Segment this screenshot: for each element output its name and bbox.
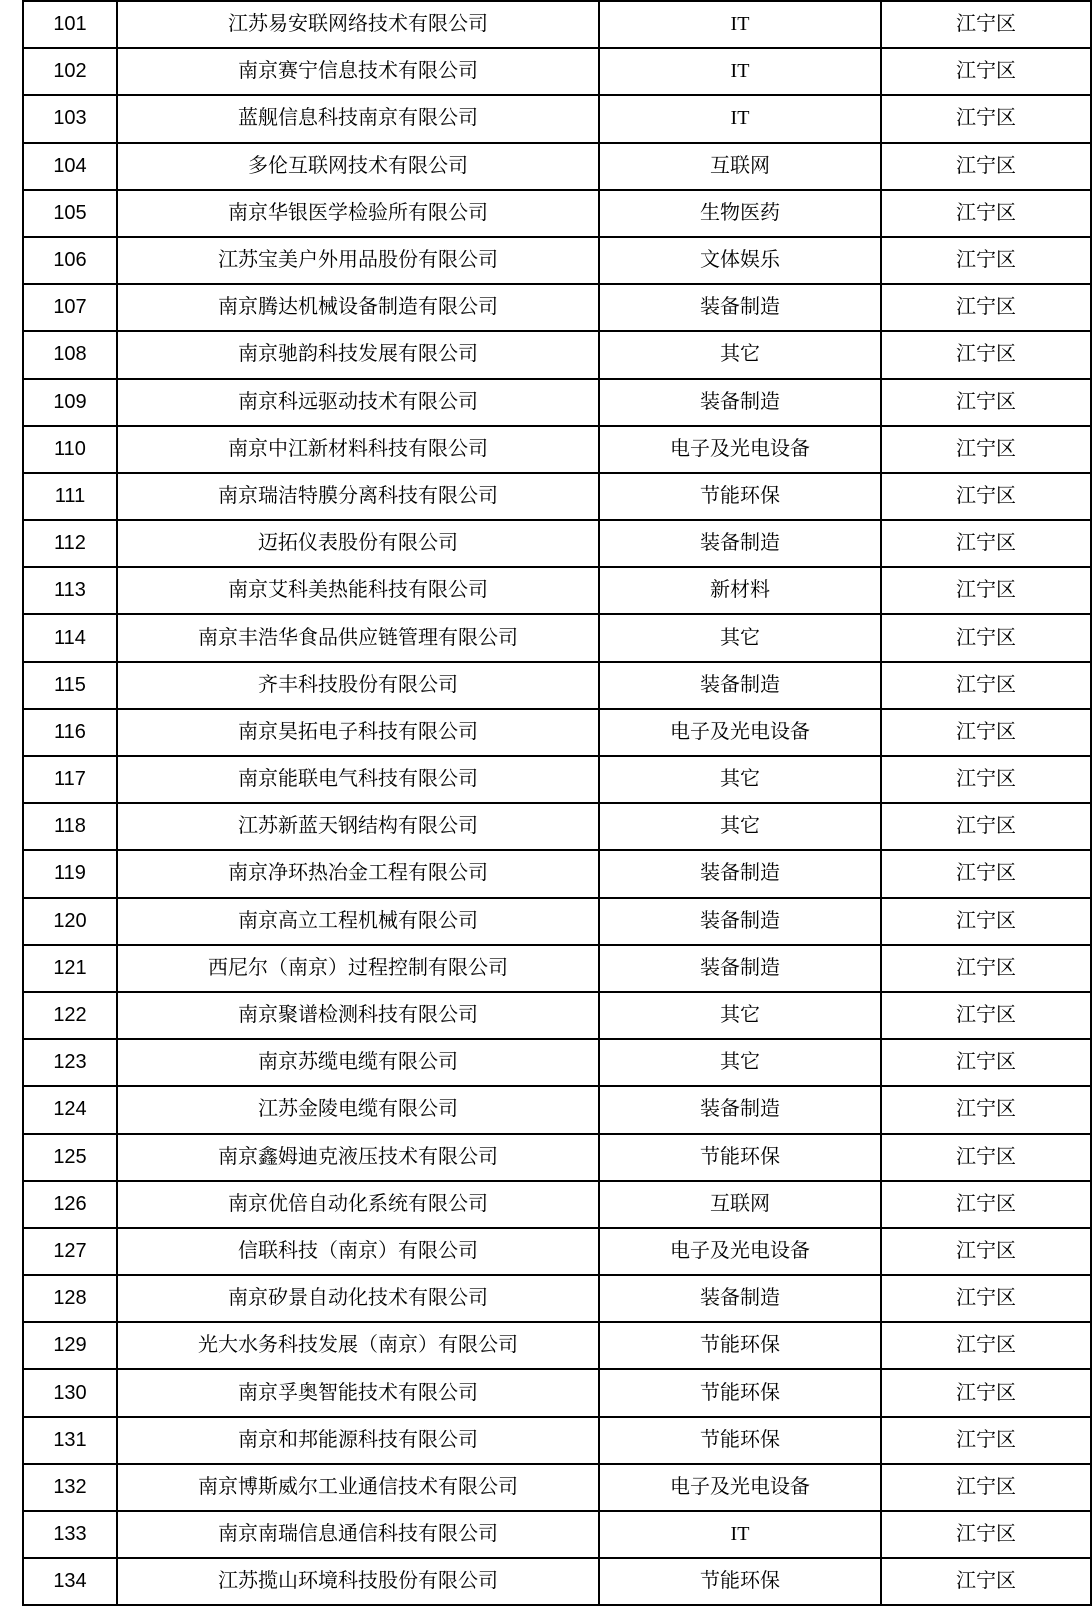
cell-company-name: 迈拓仪表股份有限公司: [117, 520, 599, 567]
cell-district: 江宁区: [881, 850, 1091, 897]
cell-company-name: 南京瑞洁特膜分离科技有限公司: [117, 473, 599, 520]
table-row: [23, 756, 1091, 803]
cell-index: 113: [23, 567, 117, 614]
cell-district: 江宁区: [881, 1086, 1091, 1133]
cell-industry: 其它: [599, 756, 881, 803]
cell-industry: 其它: [599, 331, 881, 378]
cell-company-name: 南京能联电气科技有限公司: [117, 756, 599, 803]
cell-index: 127: [23, 1228, 117, 1275]
cell-industry: 装备制造: [599, 662, 881, 709]
cell-industry: 节能环保: [599, 1558, 881, 1605]
cell-industry: 装备制造: [599, 1086, 881, 1133]
cell-district: 江宁区: [881, 237, 1091, 284]
cell-company-name: 西尼尔（南京）过程控制有限公司: [117, 945, 599, 992]
table-row: [23, 1417, 1091, 1464]
cell-index: 125: [23, 1134, 117, 1181]
cell-company-name: 南京矽景自动化技术有限公司: [117, 1275, 599, 1322]
cell-industry: 生物医药: [599, 190, 881, 237]
cell-industry: 电子及光电设备: [599, 426, 881, 473]
table-row: [23, 284, 1091, 331]
cell-industry: 节能环保: [599, 1417, 881, 1464]
cell-index: 133: [23, 1511, 117, 1558]
cell-index: 122: [23, 992, 117, 1039]
cell-company-name: 南京聚谱检测科技有限公司: [117, 992, 599, 1039]
table-row: [23, 1511, 1091, 1558]
cell-industry: IT: [599, 1511, 881, 1558]
cell-industry: 新材料: [599, 567, 881, 614]
cell-index: 128: [23, 1275, 117, 1322]
table-row: [23, 520, 1091, 567]
table-row: [23, 473, 1091, 520]
cell-district: 江宁区: [881, 473, 1091, 520]
cell-company-name: 南京高立工程机械有限公司: [117, 898, 599, 945]
table-row: [23, 331, 1091, 378]
cell-company-name: 齐丰科技股份有限公司: [117, 662, 599, 709]
table-row: [23, 95, 1091, 142]
cell-district: 江宁区: [881, 1181, 1091, 1228]
table-row: [23, 1228, 1091, 1275]
cell-company-name: 南京艾科美热能科技有限公司: [117, 567, 599, 614]
cell-company-name: 南京优倍自动化系统有限公司: [117, 1181, 599, 1228]
cell-industry: IT: [599, 48, 881, 95]
cell-company-name: 南京丰浩华食品供应链管理有限公司: [117, 614, 599, 661]
cell-index: 111: [23, 473, 117, 520]
cell-industry: 节能环保: [599, 1322, 881, 1369]
table-row: [23, 1558, 1091, 1605]
cell-district: 江宁区: [881, 709, 1091, 756]
table-row: [23, 709, 1091, 756]
cell-district: 江宁区: [881, 945, 1091, 992]
cell-industry: 装备制造: [599, 1275, 881, 1322]
cell-index: 108: [23, 331, 117, 378]
cell-company-name: 江苏新蓝天钢结构有限公司: [117, 803, 599, 850]
table-row: [23, 614, 1091, 661]
cell-district: 江宁区: [881, 379, 1091, 426]
cell-company-name: 南京鑫姆迪克液压技术有限公司: [117, 1134, 599, 1181]
company-list-table: [22, 0, 1092, 1606]
cell-company-name: 南京昊拓电子科技有限公司: [117, 709, 599, 756]
table-row: [23, 992, 1091, 1039]
cell-company-name: 南京腾达机械设备制造有限公司: [117, 284, 599, 331]
table-row: [23, 237, 1091, 284]
table-row: [23, 1275, 1091, 1322]
cell-company-name: 光大水务科技发展（南京）有限公司: [117, 1322, 599, 1369]
cell-district: 江宁区: [881, 567, 1091, 614]
table-row: [23, 1086, 1091, 1133]
table-row: [23, 426, 1091, 473]
cell-company-name: 南京华银医学检验所有限公司: [117, 190, 599, 237]
table-row: [23, 945, 1091, 992]
cell-industry: 节能环保: [599, 1369, 881, 1416]
cell-district: 江宁区: [881, 190, 1091, 237]
cell-company-name: 江苏金陵电缆有限公司: [117, 1086, 599, 1133]
cell-district: 江宁区: [881, 898, 1091, 945]
cell-district: 江宁区: [881, 143, 1091, 190]
cell-district: 江宁区: [881, 520, 1091, 567]
cell-industry: 装备制造: [599, 284, 881, 331]
cell-district: 江宁区: [881, 992, 1091, 1039]
cell-industry: 装备制造: [599, 945, 881, 992]
cell-index: 131: [23, 1417, 117, 1464]
table-row: [23, 1322, 1091, 1369]
cell-district: 江宁区: [881, 1134, 1091, 1181]
cell-index: 109: [23, 379, 117, 426]
cell-industry: 文体娱乐: [599, 237, 881, 284]
cell-district: 江宁区: [881, 1275, 1091, 1322]
table-row: [23, 1039, 1091, 1086]
cell-index: 119: [23, 850, 117, 897]
cell-district: 江宁区: [881, 1417, 1091, 1464]
cell-index: 123: [23, 1039, 117, 1086]
cell-district: 江宁区: [881, 1369, 1091, 1416]
cell-company-name: 南京苏缆电缆有限公司: [117, 1039, 599, 1086]
cell-company-name: 南京南瑞信息通信科技有限公司: [117, 1511, 599, 1558]
cell-industry: 其它: [599, 1039, 881, 1086]
table-row: [23, 1369, 1091, 1416]
cell-industry: IT: [599, 95, 881, 142]
table-row: [23, 379, 1091, 426]
cell-index: 116: [23, 709, 117, 756]
cell-district: 江宁区: [881, 48, 1091, 95]
cell-company-name: 江苏宝美户外用品股份有限公司: [117, 237, 599, 284]
table-row: [23, 190, 1091, 237]
cell-index: 103: [23, 95, 117, 142]
cell-company-name: 南京和邦能源科技有限公司: [117, 1417, 599, 1464]
cell-index: 117: [23, 756, 117, 803]
cell-district: 江宁区: [881, 1039, 1091, 1086]
cell-company-name: 江苏易安联网络技术有限公司: [117, 1, 599, 48]
table-row: [23, 567, 1091, 614]
cell-index: 118: [23, 803, 117, 850]
cell-industry: 电子及光电设备: [599, 1228, 881, 1275]
cell-index: 120: [23, 898, 117, 945]
cell-industry: 装备制造: [599, 850, 881, 897]
cell-district: 江宁区: [881, 1511, 1091, 1558]
cell-index: 132: [23, 1464, 117, 1511]
table-row: [23, 1134, 1091, 1181]
cell-district: 江宁区: [881, 426, 1091, 473]
cell-index: 126: [23, 1181, 117, 1228]
cell-company-name: 南京博斯威尔工业通信技术有限公司: [117, 1464, 599, 1511]
cell-index: 130: [23, 1369, 117, 1416]
cell-company-name: 南京孚奥智能技术有限公司: [117, 1369, 599, 1416]
table-body: [23, 1, 1091, 1605]
cell-industry: 其它: [599, 803, 881, 850]
cell-index: 129: [23, 1322, 117, 1369]
cell-company-name: 蓝舰信息科技南京有限公司: [117, 95, 599, 142]
cell-industry: 互联网: [599, 143, 881, 190]
table-row: [23, 1181, 1091, 1228]
cell-district: 江宁区: [881, 1464, 1091, 1511]
cell-index: 124: [23, 1086, 117, 1133]
cell-index: 105: [23, 190, 117, 237]
cell-district: 江宁区: [881, 803, 1091, 850]
table-row: [23, 850, 1091, 897]
cell-industry: 互联网: [599, 1181, 881, 1228]
table-row: [23, 803, 1091, 850]
cell-district: 江宁区: [881, 1322, 1091, 1369]
cell-company-name: 南京净环热冶金工程有限公司: [117, 850, 599, 897]
cell-company-name: 南京驰韵科技发展有限公司: [117, 331, 599, 378]
cell-district: 江宁区: [881, 284, 1091, 331]
cell-company-name: 南京中江新材料科技有限公司: [117, 426, 599, 473]
cell-index: 121: [23, 945, 117, 992]
cell-company-name: 南京赛宁信息技术有限公司: [117, 48, 599, 95]
cell-company-name: 南京科远驱动技术有限公司: [117, 379, 599, 426]
cell-industry: 电子及光电设备: [599, 1464, 881, 1511]
cell-index: 107: [23, 284, 117, 331]
cell-index: 112: [23, 520, 117, 567]
cell-district: 江宁区: [881, 1228, 1091, 1275]
cell-index: 134: [23, 1558, 117, 1605]
cell-industry: 节能环保: [599, 1134, 881, 1181]
cell-district: 江宁区: [881, 756, 1091, 803]
cell-index: 102: [23, 48, 117, 95]
cell-district: 江宁区: [881, 95, 1091, 142]
table-row: [23, 1464, 1091, 1511]
cell-industry: 装备制造: [599, 379, 881, 426]
cell-district: 江宁区: [881, 662, 1091, 709]
cell-district: 江宁区: [881, 1, 1091, 48]
table-row: [23, 898, 1091, 945]
table-row: [23, 48, 1091, 95]
cell-industry: 电子及光电设备: [599, 709, 881, 756]
cell-index: 104: [23, 143, 117, 190]
cell-company-name: 信联科技（南京）有限公司: [117, 1228, 599, 1275]
cell-index: 106: [23, 237, 117, 284]
cell-company-name: 江苏揽山环境科技股份有限公司: [117, 1558, 599, 1605]
cell-index: 115: [23, 662, 117, 709]
cell-district: 江宁区: [881, 614, 1091, 661]
cell-company-name: 多伦互联网技术有限公司: [117, 143, 599, 190]
table-row: [23, 1, 1091, 48]
cell-industry: 装备制造: [599, 898, 881, 945]
cell-index: 110: [23, 426, 117, 473]
cell-district: 江宁区: [881, 331, 1091, 378]
cell-industry: 其它: [599, 614, 881, 661]
cell-index: 114: [23, 614, 117, 661]
cell-industry: 节能环保: [599, 473, 881, 520]
cell-index: 101: [23, 1, 117, 48]
cell-industry: IT: [599, 1, 881, 48]
table-row: [23, 143, 1091, 190]
table-row: [23, 662, 1091, 709]
cell-industry: 装备制造: [599, 520, 881, 567]
cell-district: 江宁区: [881, 1558, 1091, 1605]
cell-industry: 其它: [599, 992, 881, 1039]
